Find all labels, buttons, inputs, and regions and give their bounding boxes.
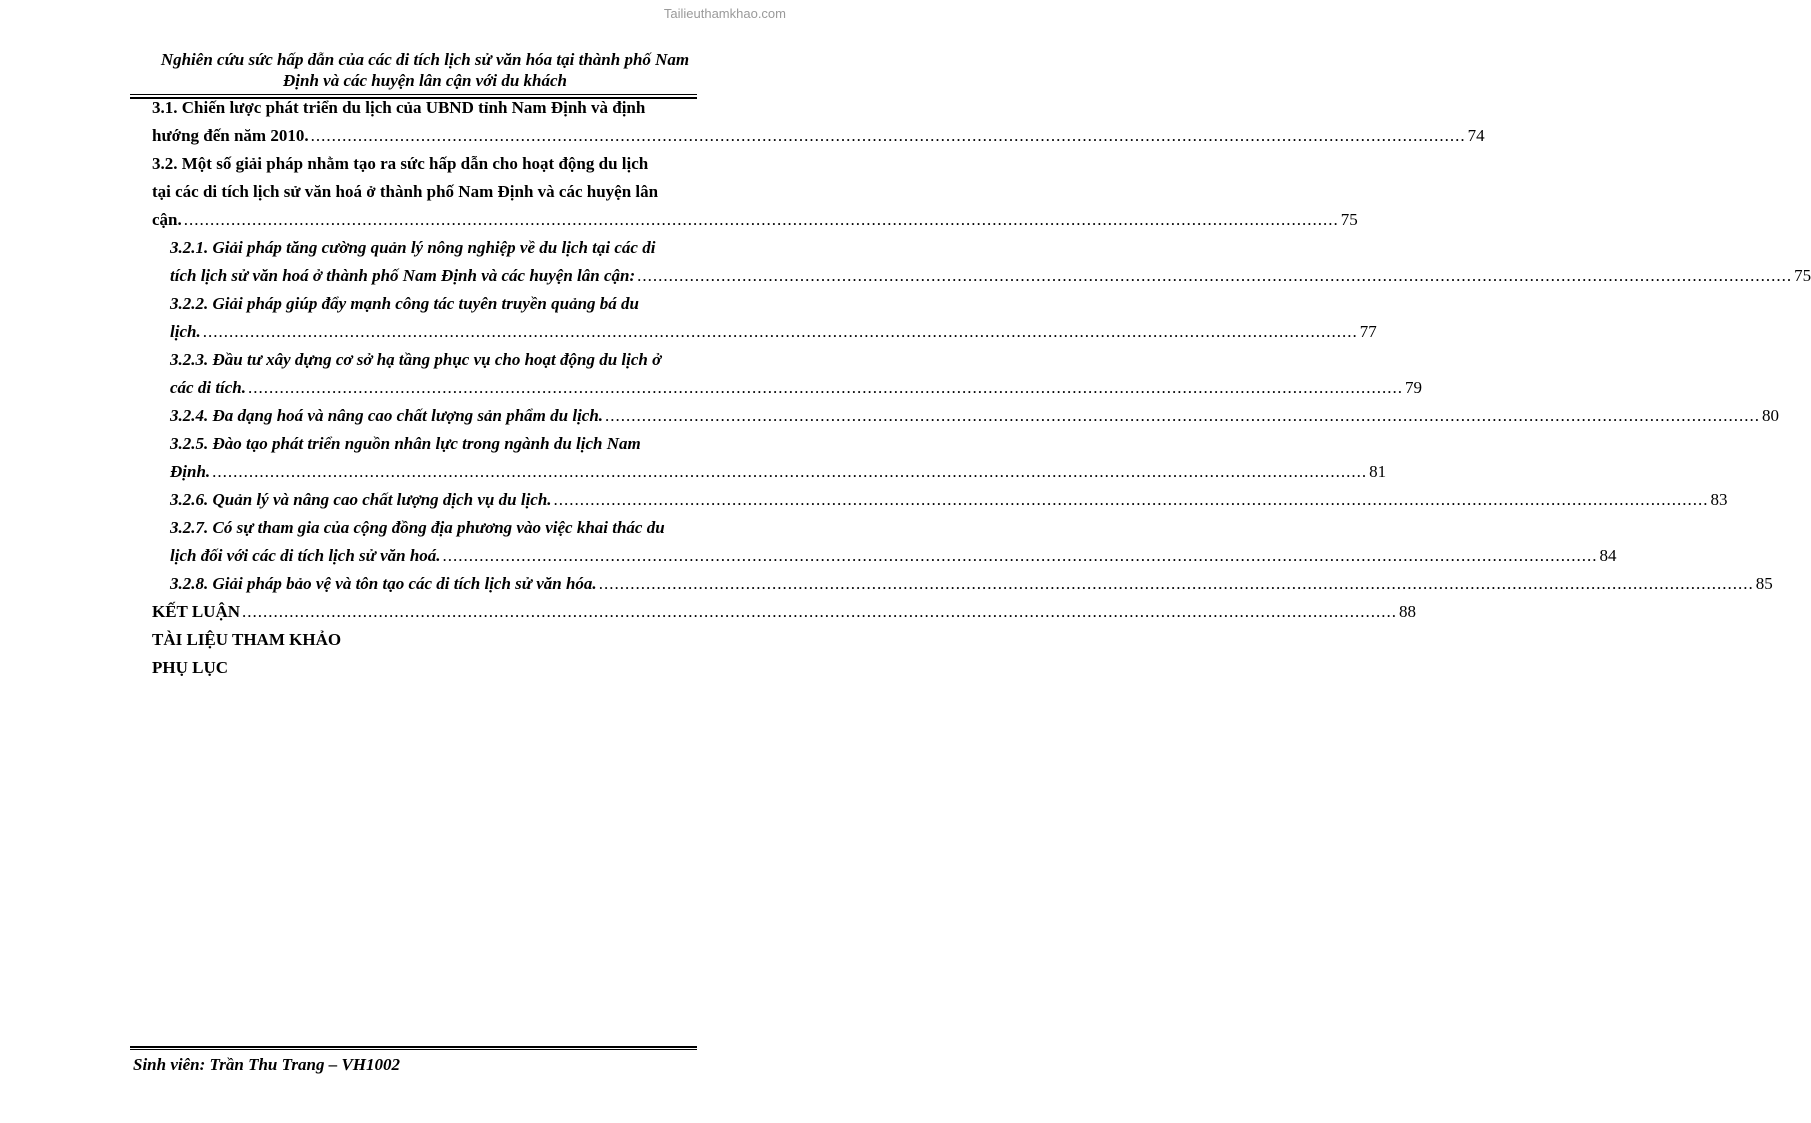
- toc-entry-3-2-3[interactable]: [130, 346, 1423, 402]
- dot-leader: ............................................................................................................................................................................................................................: [248, 378, 1404, 397]
- toc-entry-3-2-7[interactable]: [130, 514, 1617, 570]
- dot-leader: ............................................................................................................................................................................................................................: [553, 490, 1709, 509]
- toc-entry-text: hướng đến năm 2010.: [152, 126, 309, 145]
- toc-page-number: 79: [1405, 378, 1423, 397]
- dot-leader: ............................................................................................................................................................................................................................: [605, 406, 1761, 425]
- toc-entry-text: 3.2.2. Giải pháp giúp đẩy mạnh công tác tuyên truyền quảng bá du: [170, 294, 639, 313]
- dot-leader: ............................................................................................................................................................................................................................: [310, 126, 1466, 145]
- toc-entry-text: Định.: [170, 462, 211, 481]
- toc-entry-text: 3.2.7. Có sự tham gia của cộng đồng địa phương vào việc khai thác du: [170, 518, 665, 537]
- toc-entry-text: PHỤ LỤC: [152, 658, 229, 677]
- dot-leader: ............................................................................................................................................................................................................................: [202, 322, 1358, 341]
- toc-page-number: 74: [1467, 126, 1485, 145]
- dot-leader: ............................................................................................................................................................................................................................: [637, 266, 1793, 285]
- toc-entry-3-2-4[interactable]: [130, 402, 1780, 430]
- toc-page-number: 77: [1359, 322, 1377, 341]
- toc-entry-3-2-5[interactable]: [130, 430, 1387, 486]
- toc-page-number: 80: [1762, 406, 1780, 425]
- toc-entry-3-2-2[interactable]: [130, 290, 1377, 346]
- toc-page-number: 81: [1369, 462, 1387, 481]
- toc-entry-text: tại các di tích lịch sử văn hoá ở thành phố Nam Định và các huyện lân: [152, 182, 659, 201]
- toc-entry-3-1[interactable]: [130, 94, 1485, 150]
- toc-entry-text: 3.2.1. Giải pháp tăng cường quản lý nông nghiệp về du lịch tại các di: [170, 238, 656, 257]
- dot-leader: ............................................................................................................................................................................................................................: [598, 574, 1754, 593]
- toc-page-number: 83: [1710, 490, 1728, 509]
- header-line-1: Nghiên cứu sức hấp dẫn của các di tích lịch sử văn hóa tại thành phố Nam: [160, 50, 690, 69]
- toc-entry-tai-lieu-tham-khao[interactable]: [130, 626, 720, 654]
- running-header: [130, 49, 720, 91]
- toc-entry-text: tích lịch sử văn hoá ở thành phố Nam Định và các huyện lân cận:: [170, 266, 636, 285]
- dot-leader: ............................................................................................................................................................................................................................: [212, 462, 1368, 481]
- toc-entry-phu-luc[interactable]: [130, 654, 720, 682]
- toc-entry-3-2-1[interactable]: [130, 234, 1811, 290]
- toc-entry-text: lịch.: [170, 322, 201, 341]
- toc-page-number: 85: [1755, 574, 1773, 593]
- toc-entry-text: 3.2.6. Quản lý và nâng cao chất lượng dịch vụ du lịch.: [170, 490, 552, 509]
- footer-rule: [130, 1046, 697, 1050]
- toc-entry-text: KẾT LUẬN: [152, 602, 241, 621]
- toc-entry-text: cận.: [152, 210, 182, 229]
- toc-entry-text: TÀI LIỆU THAM KHẢO: [152, 630, 342, 649]
- toc-entry-text: 3.2.8. Giải pháp bảo vệ và tôn tạo các di tích lịch sử văn hóa.: [170, 574, 597, 593]
- toc-entry-3-2-6[interactable]: [130, 486, 1728, 514]
- toc-page-number: 84: [1599, 546, 1617, 565]
- toc-entry-text: lịch đối với các di tích lịch sử văn hoá.: [170, 546, 441, 565]
- dot-leader: ............................................................................................................................................................................................................................: [183, 210, 1339, 229]
- toc-entry-text: 3.2. Một số giải pháp nhằm tạo ra sức hấp dẫn cho hoạt động du lịch: [152, 154, 649, 173]
- toc-entry-3-2[interactable]: [130, 150, 1358, 234]
- header-line-2: Định và các huyện lân cận với du khách: [283, 71, 567, 90]
- toc-entry-3-2-8[interactable]: [130, 570, 1773, 598]
- toc-page-number: 75: [1794, 266, 1811, 285]
- dot-leader: ............................................................................................................................................................................................................................: [242, 602, 1398, 621]
- toc-page-number: 88: [1399, 602, 1417, 621]
- toc-entry-text: 3.1. Chiến lược phát triển du lịch của UBND tỉnh Nam Định và định: [152, 98, 646, 117]
- toc-entry-ket-luan[interactable]: [130, 598, 1417, 626]
- watermark: Tailieuthamkhao.com: [663, 6, 786, 21]
- toc-entry-text: 3.2.5. Đào tạo phát triển nguồn nhân lực trong ngành du lịch Nam: [170, 434, 641, 453]
- toc-entry-text: 3.2.3. Đầu tư xây dựng cơ sở hạ tầng phục vụ cho hoạt động du lịch ở: [170, 350, 662, 369]
- page-footer: Sinh viên: Trần Thu Trang – VH1002: [133, 1055, 401, 1074]
- toc-page-number: 75: [1340, 210, 1358, 229]
- dot-leader: ............................................................................................................................................................................................................................: [442, 546, 1598, 565]
- toc-entry-text: các di tích.: [170, 378, 247, 397]
- toc-entry-text: 3.2.4. Đa dạng hoá và nâng cao chất lượng sản phẩm du lịch.: [170, 406, 604, 425]
- table-of-contents: [130, 94, 1811, 682]
